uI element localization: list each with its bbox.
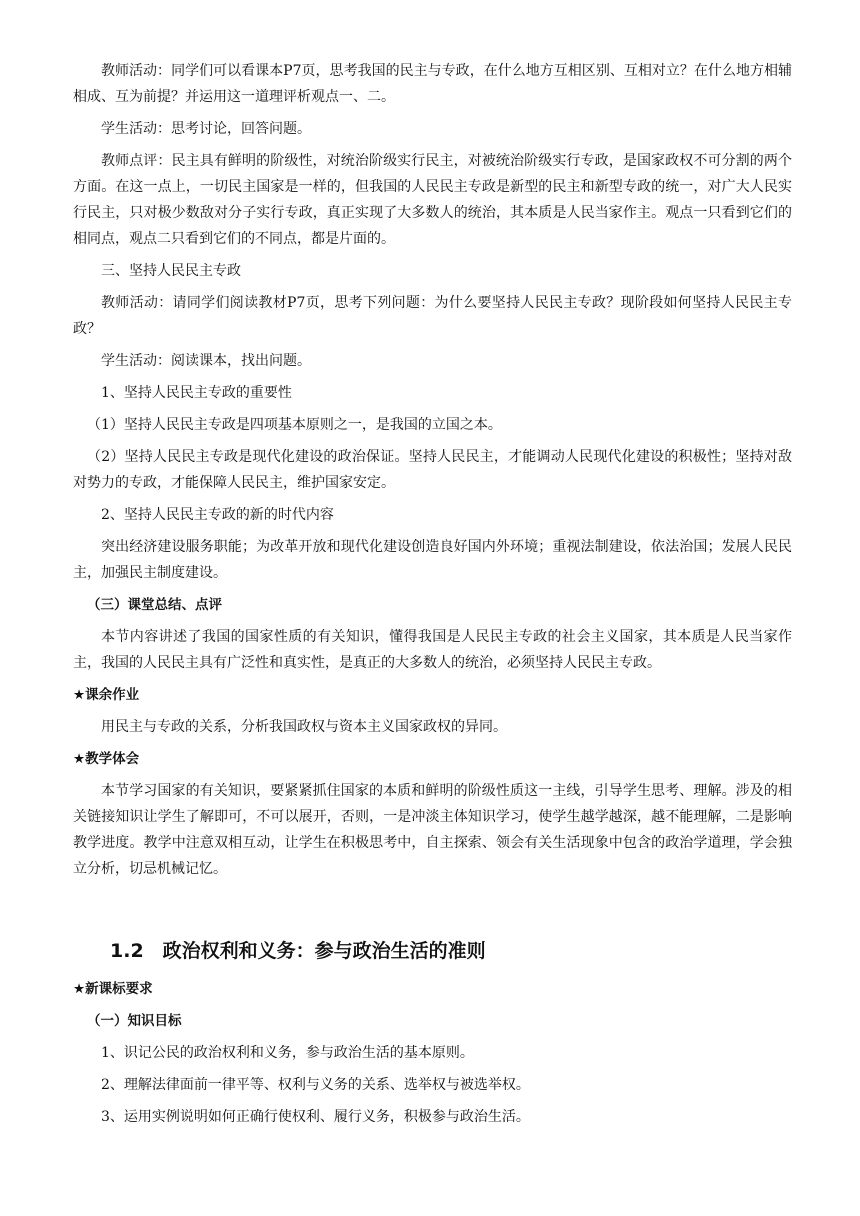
paragraph-reflection: 本节学习国家的有关知识，要紧紧抓住国家的本质和鲜明的阶级性质这一主线，引导学生思考、理解。涉及的相关链接知识让学生了解即可，不可以展开，否则，一是冲淡主体知识学习，使学生越学越深，越不能理解，二是影响教学进度。教学中注意双相互动，让学生在积极思考中，自主探索、领会有关生活现象中包含的政治学道理，学会独立分析，切忌机械记忆。: [73, 783, 792, 877]
paragraph-student-activity: 学生活动：思考讨论，回答问题。: [101, 121, 311, 137]
section-heading-3: 三、坚持人民民主专政: [101, 263, 241, 279]
goal-item-2: 2、理解法律面前一律平等、权利与义务的关系、选举权与被选举权。: [101, 1077, 530, 1093]
subheading-new-content: 2、坚持人民民主专政的新的时代内容: [101, 507, 334, 523]
paragraph-teacher-activity-2: 教师活动：请同学们阅读教材P7页，思考下列问题：为什么要坚持人民民主专政？现阶段如何坚持人民民主专政？: [73, 295, 792, 337]
paragraph-teacher-activity: 教师活动：同学们可以看课本P7页，思考我国的民主与专政，在什么地方互相区别、互相对立？在什么地方相辅相成、互为前提？并运用这一道理评析观点一、二。: [73, 63, 792, 105]
paragraph-teacher-comment: 教师点评：民主具有鲜明的阶级性，对统治阶级实行民主，对被统治阶级实行专政，是国家政权不可分割的两个方面。在这一点上，一切民主国家是一样的，但我国的人民民主专政是新型的民主和新型专政的统一，对广大人民实行民主，只对极少数敌对分子实行专政，真正实现了大多数人的统治，其本质是人民当家作主。观点一只看到它们的相同点，观点二只看到它们的不同点，都是片面的。: [73, 153, 792, 247]
heading-reflection: ★教学体会: [73, 751, 140, 767]
subheading-importance: 1、坚持人民民主专政的重要性: [101, 385, 292, 401]
list-item-2: （2）坚持人民民主专政是现代化建设的政治保证。坚持人民民主，才能调动人民现代化建设的积极性；坚持对敌对势力的专政，才能保障人民民主，维护国家安定。: [73, 449, 792, 491]
paragraph-summary: 本节内容讲述了我国的国家性质的有关知识，懂得我国是人民民主专政的社会主义国家，其本质是人民当家作主，我国的人民民主具有广泛性和真实性，是真正的大多数人的统治，必须坚持人民民主专政。: [73, 629, 792, 671]
chapter-title: 1.2 政治权利和义务：参与政治生活的准则: [110, 940, 486, 962]
goal-item-1: 1、识记公民的政治权利和义务，参与政治生活的基本原则。: [101, 1045, 474, 1061]
paragraph-homework: 用民主与专政的关系，分析我国政权与资本主义国家政权的异同。: [101, 719, 507, 735]
heading-curriculum: ★新课标要求: [73, 981, 153, 997]
paragraph-new-content: 突出经济建设服务职能；为改革开放和现代化建设创造良好国内外环境；重视法制建设，依法治国；发展人民民主，加强民主制度建设。: [73, 539, 792, 581]
paragraph-student-activity-2: 学生活动：阅读课本，找出问题。: [101, 353, 311, 369]
heading-knowledge-goals: （一）知识目标: [87, 1013, 182, 1029]
goal-item-3: 3、运用实例说明如何正确行使权利、履行义务，积极参与政治生活。: [101, 1109, 530, 1125]
document-page: [73, 58, 792, 1130]
section-heading-summary: （三）课堂总结、点评: [87, 597, 222, 613]
heading-homework: ★课余作业: [73, 687, 140, 703]
list-item-1: （1）坚持人民民主专政是四项基本原则之一，是我国的立国之本。: [87, 417, 502, 433]
